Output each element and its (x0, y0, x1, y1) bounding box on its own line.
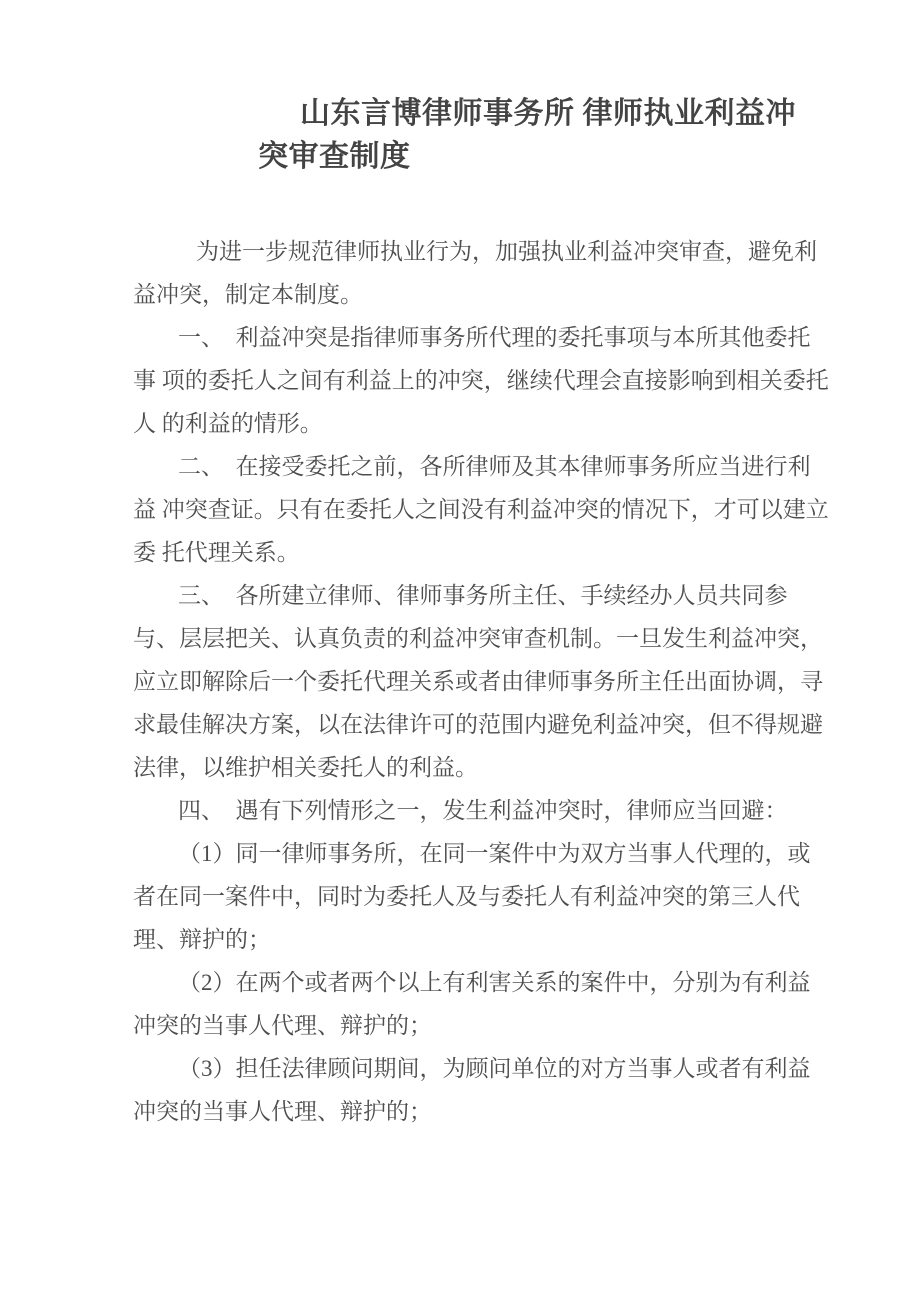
paragraph-subitem-2: （2）在两个或者两个以上有利害关系的案件中，分别为有利益冲突的当事人代理、辩护的； (133, 970, 811, 1038)
paragraph-item-4: 四、 遇有下列情形之一，发生利益冲突时，律师应当回避： (178, 798, 788, 823)
paragraph-subitem-3: （3）担任法律顾问期间，为顾问单位的对方当事人或者有利益冲突的当事人代理、辩护的； (133, 1056, 811, 1124)
title-line-1: 山东言博律师事务所 律师执业利益冲 (300, 97, 796, 130)
paragraph-item-3: 三、 各所建立律师、律师事务所主任、手续经办人员共同参与、层层把关、认真负责的利益冲突审查机制。一旦发生利益冲突，应立即解除后一个委托代理关系或者由律师事务所主任出面协调，寻求最佳解决方案，以在法律许可的范围内避免利益冲突，但不得规避法律，以维护相关委托人的利益。 (133, 583, 823, 780)
paragraph-item-1: 一、 利益冲突是指律师事务所代理的委托事项与本所其他委托事 项的委托人之间有利益上的冲突，继续代理会直接影响到相关委托人 的利益的情形。 (133, 325, 829, 436)
paragraph-intro: 为进一步规范律师执业行为，加强执业利益冲突审查，避免利益冲突，制定本制度。 (133, 239, 817, 307)
paragraph-item-2: 二、 在接受委托之前，各所律师及其本律师事务所应当进行利益 冲突查证。只有在委托人之间没有利益冲突的情况下，才可以建立委 托代理关系。 (133, 454, 829, 565)
paragraph-subitem-1: （1）同一律师事务所，在同一案件中为双方当事人代理的，或者在同一案件中，同时为委托人及与委托人有利益冲突的第三人代 理、辩护的； (133, 841, 811, 952)
document-body (133, 230, 831, 1133)
document-title (258, 0, 860, 178)
title-line-2: 突审查制度 (258, 140, 411, 173)
